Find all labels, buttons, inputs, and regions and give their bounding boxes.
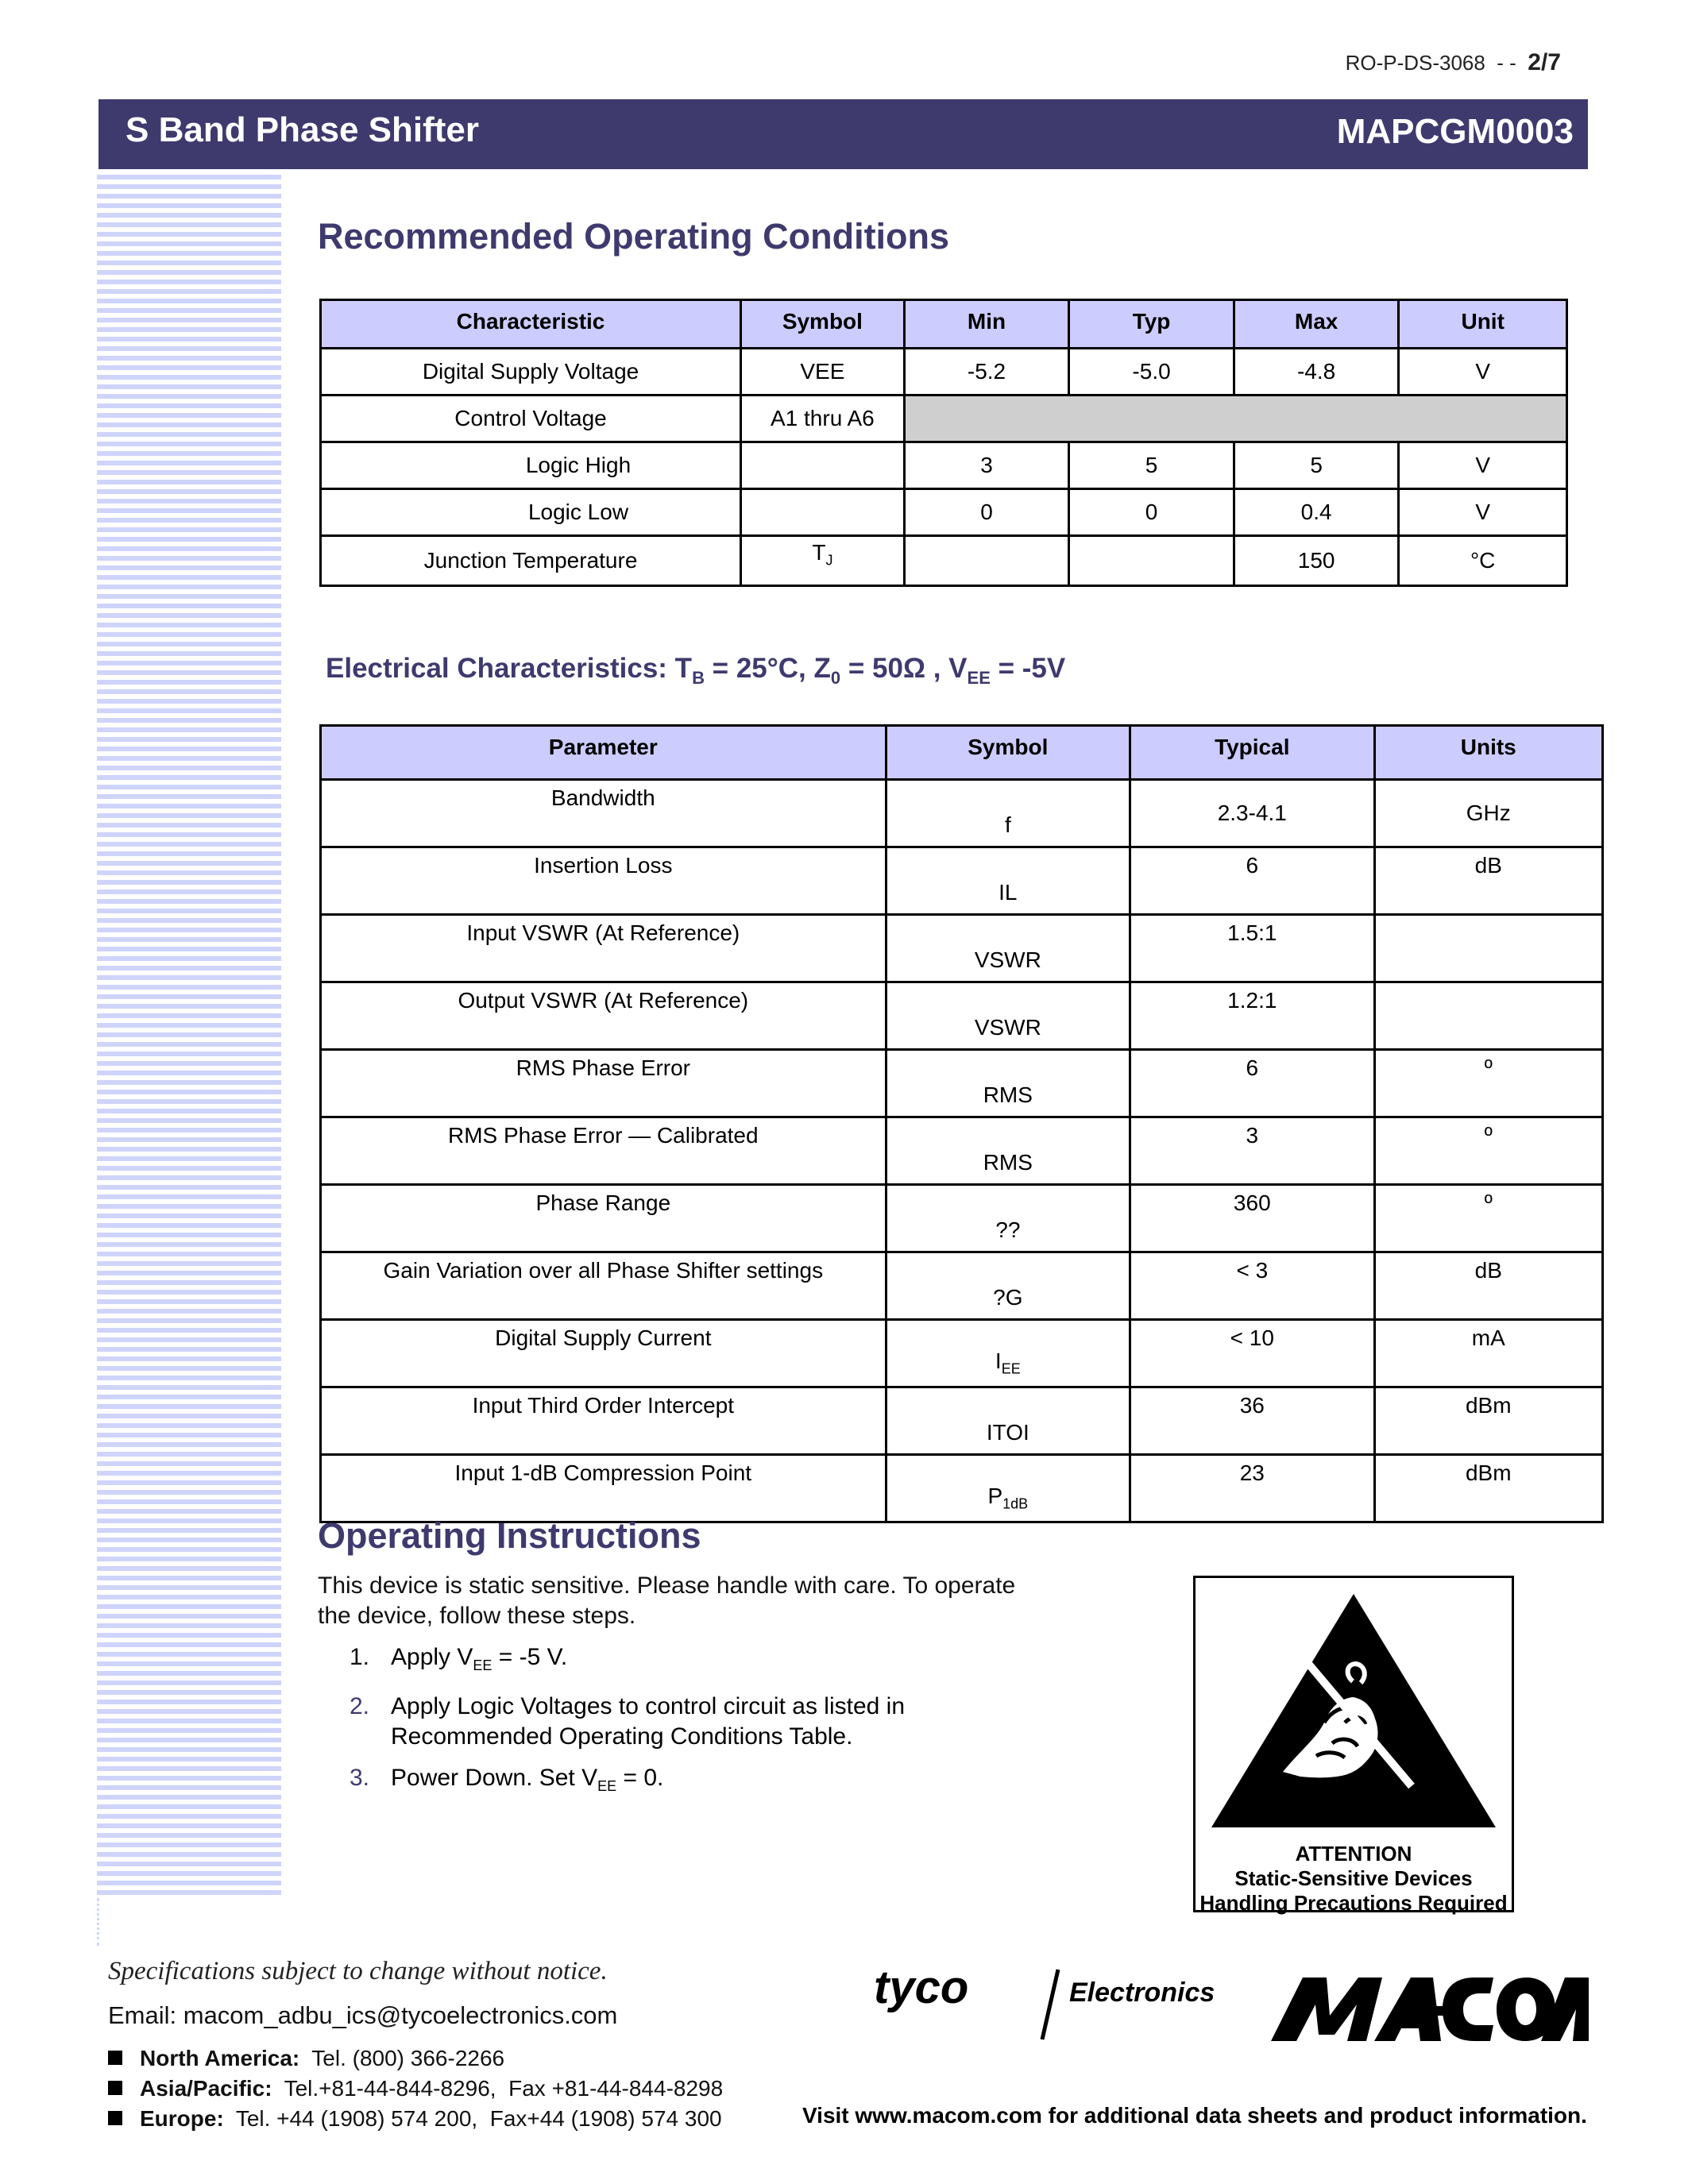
part-number: MAPCGM0003 xyxy=(1336,112,1574,151)
cell: RMS xyxy=(886,1117,1130,1185)
cell: VEE xyxy=(741,349,905,396)
document-reference xyxy=(1346,49,1561,76)
cell: ?G xyxy=(886,1252,1130,1320)
cell: 1.2:1 xyxy=(1130,982,1374,1050)
cell: dBm xyxy=(1374,1387,1602,1455)
contact-label: North America: xyxy=(140,2046,300,2070)
table-row xyxy=(321,1320,1603,1387)
table-row xyxy=(321,847,1603,915)
cell: 0 xyxy=(904,489,1069,536)
macom-logo xyxy=(1271,1968,1589,2055)
esd-precautions: Handling Precautions Required xyxy=(1199,1891,1508,1915)
table-row xyxy=(321,396,1567,442)
contact-europe xyxy=(108,2106,722,2132)
cell: Digital Supply Voltage xyxy=(321,349,741,396)
cell: Logic Low xyxy=(321,489,741,536)
cell: f xyxy=(886,780,1130,847)
iee-symbol: I xyxy=(995,1349,1002,1374)
ec-heading-sub: 0 xyxy=(830,668,841,688)
tyco-wordmark: tyco xyxy=(874,1962,969,2013)
col-header: Min xyxy=(904,300,1069,349)
shaded-cell xyxy=(904,396,1566,442)
cell: dBm xyxy=(1374,1455,1602,1522)
step-text: Apply V xyxy=(391,1644,473,1670)
roc-heading: Recommended Operating Conditions xyxy=(318,216,950,257)
cell: ?? xyxy=(886,1185,1130,1252)
cell xyxy=(741,489,905,536)
step-text: Power Down. Set V xyxy=(391,1765,598,1791)
cell: Digital Supply Current xyxy=(321,1320,886,1387)
operating-instructions-heading: Operating Instructions xyxy=(318,1515,701,1556)
bullet-square-icon xyxy=(108,2111,122,2125)
cell: RMS Phase Error xyxy=(321,1050,886,1117)
cell: dB xyxy=(1374,847,1602,915)
electronics-wordmark: Electronics xyxy=(1069,1978,1215,2008)
cell: dB xyxy=(1374,1252,1602,1320)
decorative-dotted-line xyxy=(97,1898,99,1946)
p1db-subscript: 1dB xyxy=(1002,1496,1029,1512)
cell: A1 thru A6 xyxy=(741,396,905,442)
cell xyxy=(1374,982,1602,1050)
cell: 2.3-4.1 xyxy=(1130,780,1374,847)
cell: < 10 xyxy=(1130,1320,1374,1387)
table-row xyxy=(321,1387,1603,1455)
cell: ITOI xyxy=(886,1387,1130,1455)
step-subscript: EE xyxy=(597,1778,617,1794)
step-number: 3. xyxy=(350,1765,370,1791)
cell: Bandwidth xyxy=(321,780,886,847)
cell: V xyxy=(1399,349,1567,396)
cell xyxy=(1069,536,1234,586)
cell: Insertion Loss xyxy=(321,847,886,915)
cell xyxy=(741,536,905,586)
contact-label: Asia/Pacific: xyxy=(140,2076,272,2101)
cell: V xyxy=(1399,489,1567,536)
contact-label: Europe: xyxy=(140,2106,224,2131)
p1db-symbol: P xyxy=(987,1484,1003,1509)
table-row xyxy=(321,536,1567,586)
cell: -5.0 xyxy=(1069,349,1234,396)
cell: V xyxy=(1399,442,1567,489)
cell: 150 xyxy=(1234,536,1399,586)
cell: Input 1-dB Compression Point xyxy=(321,1455,886,1522)
contact-north-america xyxy=(108,2046,504,2071)
step-number: 1. xyxy=(350,1644,370,1670)
cell: VSWR xyxy=(886,982,1130,1050)
cell: º xyxy=(1374,1117,1602,1185)
col-header: Max xyxy=(1234,300,1399,349)
esd-warning-icon xyxy=(1205,1588,1502,1834)
cell: Junction Temperature xyxy=(321,536,741,586)
iee-subscript: EE xyxy=(1001,1361,1021,1377)
cell xyxy=(1374,915,1602,982)
table-row xyxy=(321,1185,1603,1252)
step-text: = -5 V. xyxy=(492,1644,568,1670)
electrical-characteristics-table xyxy=(319,724,1604,1523)
tj-subscript: J xyxy=(825,552,833,569)
cell: °C xyxy=(1399,536,1567,586)
cell: 6 xyxy=(1130,1050,1374,1117)
cell xyxy=(904,536,1069,586)
table-row xyxy=(321,1455,1603,1522)
cell: 23 xyxy=(1130,1455,1374,1522)
table-row xyxy=(321,1252,1603,1320)
ec-heading-text: = -5V xyxy=(990,653,1066,684)
ec-heading-text: = 50Ω , V xyxy=(840,653,968,684)
cell: Output VSWR (At Reference) xyxy=(321,982,886,1050)
esd-attention: ATTENTION xyxy=(1295,1842,1412,1866)
cell: < 3 xyxy=(1130,1252,1374,1320)
cell: 360 xyxy=(1130,1185,1374,1252)
ec-heading-text: Electrical Characteristics: T xyxy=(326,653,693,684)
step-subscript: EE xyxy=(473,1657,492,1673)
product-title: S Band Phase Shifter xyxy=(126,110,480,149)
col-header: Symbol xyxy=(741,300,905,349)
tyco-electronics-logo xyxy=(874,1954,1239,2041)
col-header: Unit xyxy=(1399,300,1567,349)
cell: 1.5:1 xyxy=(1130,915,1374,982)
cell xyxy=(886,1455,1130,1522)
cell: º xyxy=(1374,1050,1602,1117)
contact-asia-pacific xyxy=(108,2076,723,2101)
step-number: 2. xyxy=(350,1693,370,1719)
table-row xyxy=(321,349,1567,396)
cell: 0.4 xyxy=(1234,489,1399,536)
cell: 6 xyxy=(1130,847,1374,915)
bullet-square-icon xyxy=(108,2081,122,2095)
cell: 3 xyxy=(904,442,1069,489)
col-header: Parameter xyxy=(321,726,886,780)
cell: RMS xyxy=(886,1050,1130,1117)
step-text: = 0. xyxy=(616,1765,664,1791)
cell: Logic High xyxy=(321,442,741,489)
contact-value: Tel. +44 (1908) 574 200, Fax+44 (1908) 574 300 xyxy=(223,2106,722,2131)
instruction-steps xyxy=(350,1642,1033,1812)
contact-value: Tel. (800) 366-2266 xyxy=(299,2046,505,2070)
doc-ref-text: RO-P-DS-3068 - - xyxy=(1345,51,1516,75)
cell: 0 xyxy=(1069,489,1234,536)
cell: Input Third Order Intercept xyxy=(321,1387,886,1455)
cell: RMS Phase Error — Calibrated xyxy=(321,1117,886,1185)
cell: -4.8 xyxy=(1234,349,1399,396)
step-text: Apply Logic Voltages to control circuit as listed in Recommended Operating Conditions Table. xyxy=(391,1693,906,1750)
operating-conditions-table xyxy=(319,299,1568,587)
contact-email: Email: macom_adbu_ics@tycoelectronics.com xyxy=(108,2001,618,2029)
table-row xyxy=(321,780,1603,847)
ec-heading xyxy=(326,653,1065,689)
decorative-stripes xyxy=(97,175,281,1898)
bullet-square-icon xyxy=(108,2051,122,2065)
cell: º xyxy=(1374,1185,1602,1252)
cell: IL xyxy=(886,847,1130,915)
table-row xyxy=(321,915,1603,982)
list-item xyxy=(350,1763,1033,1801)
list-item xyxy=(350,1642,1033,1680)
page-number: 2/7 xyxy=(1528,49,1561,75)
ec-heading-text: = 25°C, Z xyxy=(704,653,831,684)
cell: Gain Variation over all Phase Shifter settings xyxy=(321,1252,886,1320)
title-banner xyxy=(98,99,1588,169)
cell: 36 xyxy=(1130,1387,1374,1455)
cell: GHz xyxy=(1374,780,1602,847)
contact-value: Tel.+81-44-844-8296, Fax +81-44-844-8298 xyxy=(272,2076,724,2101)
cell xyxy=(886,1320,1130,1387)
ec-heading-sub: B xyxy=(692,668,705,688)
macom-wordmark-text: M/A-COM xyxy=(1271,1968,1275,1969)
col-header: Typical xyxy=(1130,726,1374,780)
cell: 5 xyxy=(1069,442,1234,489)
tj-symbol: T xyxy=(812,540,826,565)
list-item xyxy=(350,1692,1033,1752)
table-row xyxy=(321,442,1567,489)
col-header: Symbol xyxy=(886,726,1130,780)
table-row xyxy=(321,982,1603,1050)
cell: 5 xyxy=(1234,442,1399,489)
col-header: Units xyxy=(1374,726,1602,780)
cell: -5.2 xyxy=(904,349,1069,396)
esd-warning-box xyxy=(1193,1576,1514,1915)
cell: 3 xyxy=(1130,1117,1374,1185)
cell: mA xyxy=(1374,1320,1602,1387)
table-row xyxy=(321,489,1567,536)
visit-website-text: Visit www.macom.com for additional data sheets and product information. xyxy=(802,2103,1587,2128)
cell: Input VSWR (At Reference) xyxy=(321,915,886,982)
ec-heading-sub: EE xyxy=(967,668,991,688)
cell xyxy=(741,442,905,489)
table-row xyxy=(321,1050,1603,1117)
table-row xyxy=(321,1117,1603,1185)
spec-change-note: Specifications subject to change without notice. xyxy=(108,1957,608,1985)
instructions-intro: This device is static sensitive. Please handle with care. To operate the device, follow these steps. xyxy=(318,1572,1016,1629)
esd-subtitle: Static-Sensitive Devices xyxy=(1234,1866,1473,1890)
table-header-row xyxy=(321,300,1567,349)
col-header: Typ xyxy=(1069,300,1234,349)
cell: VSWR xyxy=(886,915,1130,982)
cell: Phase Range xyxy=(321,1185,886,1252)
col-header: Characteristic xyxy=(321,300,741,349)
cell: Control Voltage xyxy=(321,396,741,442)
table-header-row xyxy=(321,726,1603,780)
